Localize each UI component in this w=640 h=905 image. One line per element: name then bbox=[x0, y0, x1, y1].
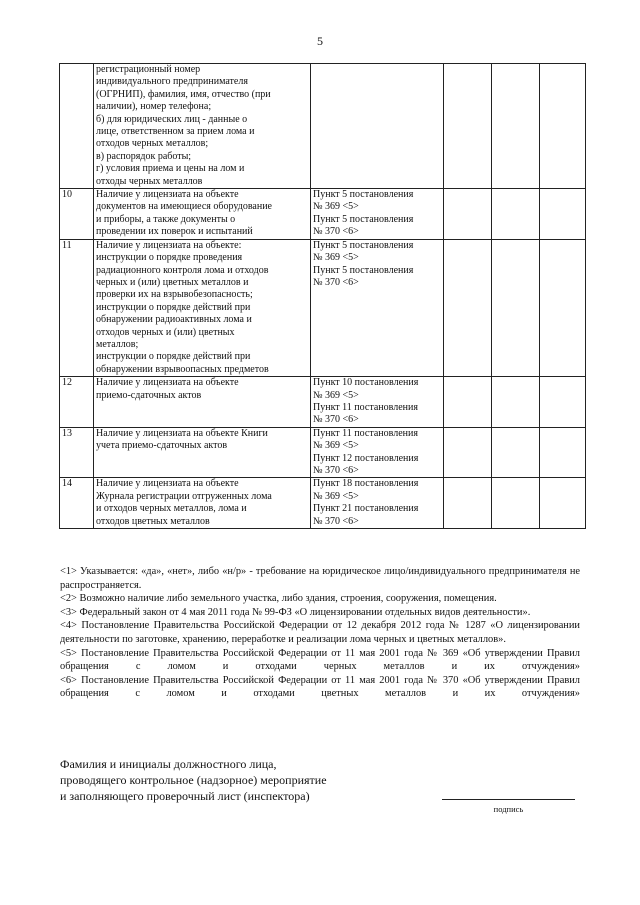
answer-cell-yes[interactable] bbox=[444, 427, 492, 478]
answer-cell-no[interactable] bbox=[492, 239, 540, 376]
requirement-line: радиационного контроля лома и отходов bbox=[96, 264, 269, 276]
requirement-cell bbox=[94, 427, 311, 478]
requirement-line: (ОГРНИП), фамилия, имя, отчество (при bbox=[96, 88, 271, 100]
table-row bbox=[60, 478, 586, 529]
answer-cell-yes[interactable] bbox=[444, 377, 492, 428]
requirement-line: металлов; bbox=[96, 338, 139, 350]
answer-cell-na[interactable] bbox=[540, 427, 586, 478]
requirement-line: Наличие у лицензиата на объекте Книги bbox=[96, 427, 268, 439]
requirement-line: отходов черных и (или) цветных bbox=[96, 326, 235, 338]
reference-cell bbox=[311, 377, 444, 428]
requirement-line: приемо-сдаточных актов bbox=[96, 389, 202, 401]
reference-line: № 369 <5> bbox=[313, 252, 359, 264]
answer-cell-no[interactable] bbox=[492, 478, 540, 529]
requirement-line: Журнала регистрации отгруженных лома bbox=[96, 490, 272, 502]
answer-cell-na[interactable] bbox=[540, 64, 586, 189]
reference-line: Пункт 12 постановления bbox=[313, 452, 419, 464]
reference-line: Пункт 21 постановления bbox=[313, 503, 419, 515]
requirement-line: черных и (или) цветных металлов и bbox=[96, 276, 249, 288]
table-row bbox=[60, 239, 586, 376]
footnote-4: <4> Постановление Правительства Российской Федерации от 12 декабря 2012 года № 1287 «О лицензировании деятельности по заготовке, хранению, переработке и реализации лома черных и цветных металлов». bbox=[60, 620, 580, 645]
requirement-line: Наличие у лицензиата на объекте bbox=[96, 189, 239, 201]
requirement-line: инструкции о порядке действий при bbox=[96, 301, 251, 313]
reference-cell bbox=[311, 189, 444, 240]
answer-cell-no[interactable] bbox=[492, 64, 540, 189]
reference-line: Пункт 11 постановления bbox=[313, 401, 418, 413]
requirement-line: б) для юридических лиц - данные о bbox=[96, 113, 248, 125]
reference-line: Пункт 10 постановления bbox=[313, 377, 419, 389]
reference-line: № 370 <6> bbox=[313, 414, 359, 426]
requirement-line: проведении их поверок и испытаний bbox=[96, 226, 253, 238]
reference-line: Пункт 5 постановления bbox=[313, 213, 414, 225]
answer-cell-no[interactable] bbox=[492, 189, 540, 240]
requirement-line: проверки их на взрывобезопасность; bbox=[96, 289, 253, 301]
requirement-line: инструкции о порядке проведения bbox=[96, 252, 243, 264]
requirement-cell bbox=[94, 189, 311, 240]
requirement-line: г) условия приема и цены на лом и bbox=[96, 163, 245, 175]
reference-line: № 370 <6> bbox=[313, 276, 359, 288]
answer-cell-na[interactable] bbox=[540, 377, 586, 428]
requirement-line: индивидуального предпринимателя bbox=[96, 76, 248, 88]
requirement-cell bbox=[94, 239, 311, 376]
inspector-line: Фамилия и инициалы должностного лица, bbox=[60, 757, 277, 771]
requirement-line: Наличие у лицензиата на объекте bbox=[96, 478, 239, 490]
requirement-line: учета приемо-сдаточных актов bbox=[96, 440, 228, 452]
requirement-line: и приборы, а также документы о bbox=[96, 213, 236, 225]
signature-label: подпись bbox=[493, 804, 524, 814]
table-row bbox=[60, 189, 586, 240]
footnote-2: <2> Возможно наличие либо земельного участка, либо здания, строения, сооружения, помещения. bbox=[60, 593, 497, 605]
requirement-line: и отходов черных металлов, лома и bbox=[96, 503, 247, 515]
reference-cell bbox=[311, 478, 444, 529]
reference-line: Пункт 5 постановления bbox=[313, 264, 414, 276]
reference-cell bbox=[311, 427, 444, 478]
reference-line: № 369 <5> bbox=[313, 389, 359, 401]
row-number: 12 bbox=[60, 377, 94, 428]
requirement-line: отходы черных металлов bbox=[96, 175, 203, 187]
reference-line: № 369 <5> bbox=[313, 490, 359, 502]
reference-line: Пункт 5 постановления bbox=[313, 189, 414, 201]
footnote-1: <1> Указывается: «да», «нет», либо «н/р» - требование на юридическое лицо/индивидуального предпринимателя не распространяется. bbox=[60, 566, 580, 591]
reference-line: № 370 <6> bbox=[313, 465, 359, 476]
checklist-table bbox=[59, 63, 586, 529]
reference-line: № 370 <6> bbox=[313, 226, 359, 238]
requirement-line: инструкции о порядке действий при bbox=[96, 351, 251, 363]
answer-cell-yes[interactable] bbox=[444, 189, 492, 240]
requirement-line: Наличие у лицензиата на объекте: bbox=[96, 239, 242, 251]
row-number: 13 bbox=[60, 427, 94, 478]
requirement-line: обнаружении взрывоопасных предметов bbox=[96, 363, 269, 375]
answer-cell-na[interactable] bbox=[540, 239, 586, 376]
requirement-cell bbox=[94, 64, 311, 189]
requirement-cell bbox=[94, 478, 311, 529]
reference-line: Пункт 5 постановления bbox=[313, 239, 414, 251]
requirement-line: обнаружении радиоактивных лома и bbox=[96, 314, 252, 326]
requirement-line: отходов цветных металлов bbox=[96, 515, 210, 527]
reference-line: № 369 <5> bbox=[313, 440, 359, 452]
footnote-5: <5> Постановление Правительства Российской Федерации от 11 мая 2001 года № 369 «Об утверждении Правил обращения с ломом и отходами черных металлов и их отчуждения» bbox=[60, 647, 580, 673]
answer-cell-yes[interactable] bbox=[444, 239, 492, 376]
row-number: 10 bbox=[60, 189, 94, 240]
reference-line: Пункт 11 постановления bbox=[313, 427, 418, 439]
reference-cell bbox=[311, 64, 444, 189]
answer-cell-no[interactable] bbox=[492, 427, 540, 478]
inspector-line: и заполняющего проверочный лист (инспектора) bbox=[60, 789, 310, 803]
requirement-line: наличии), номер телефона; bbox=[96, 101, 212, 113]
footnote-6: <6> Постановление Правительства Российской Федерации от 11 мая 2001 года № 370 «Об утверждении Правил обращения с ломом и отходами цветных металлов и их отчуждения» bbox=[60, 674, 580, 700]
requirement-cell bbox=[94, 377, 311, 428]
row-number: 11 bbox=[60, 239, 94, 376]
row-number: 14 bbox=[60, 478, 94, 529]
requirement-line: отходов черных металлов; bbox=[96, 138, 209, 150]
footnotes bbox=[60, 565, 580, 701]
requirement-line: документов на имеющиеся оборудование bbox=[96, 201, 272, 213]
table-row bbox=[60, 64, 586, 189]
requirement-line: регистрационный номер bbox=[96, 64, 201, 75]
answer-cell-na[interactable] bbox=[540, 478, 586, 529]
footnote-3: <3> Федеральный закон от 4 мая 2011 года № 99-ФЗ «О лицензировании отдельных видов деятельности». bbox=[60, 606, 531, 618]
answer-cell-yes[interactable] bbox=[444, 64, 492, 189]
row-number bbox=[60, 64, 94, 189]
answer-cell-na[interactable] bbox=[540, 189, 586, 240]
answer-cell-yes[interactable] bbox=[444, 478, 492, 529]
inspector-line: проводящего контрольное (надзорное) мероприятие bbox=[60, 773, 327, 787]
reference-line: № 370 <6> bbox=[313, 515, 359, 527]
table-row bbox=[60, 427, 586, 478]
reference-line: № 369 <5> bbox=[313, 201, 359, 213]
requirement-line: Наличие у лицензиата на объекте bbox=[96, 377, 239, 389]
answer-cell-no[interactable] bbox=[492, 377, 540, 428]
reference-cell bbox=[311, 239, 444, 376]
signature-line bbox=[442, 799, 575, 800]
page-number: 5 bbox=[317, 34, 323, 48]
requirement-line: в) распорядок работы; bbox=[96, 150, 192, 162]
requirement-line: лице, ответственном за прием лома и bbox=[96, 126, 255, 138]
inspector-caption bbox=[60, 756, 327, 804]
reference-line: Пункт 18 постановления bbox=[313, 478, 419, 490]
table-row bbox=[60, 377, 586, 428]
